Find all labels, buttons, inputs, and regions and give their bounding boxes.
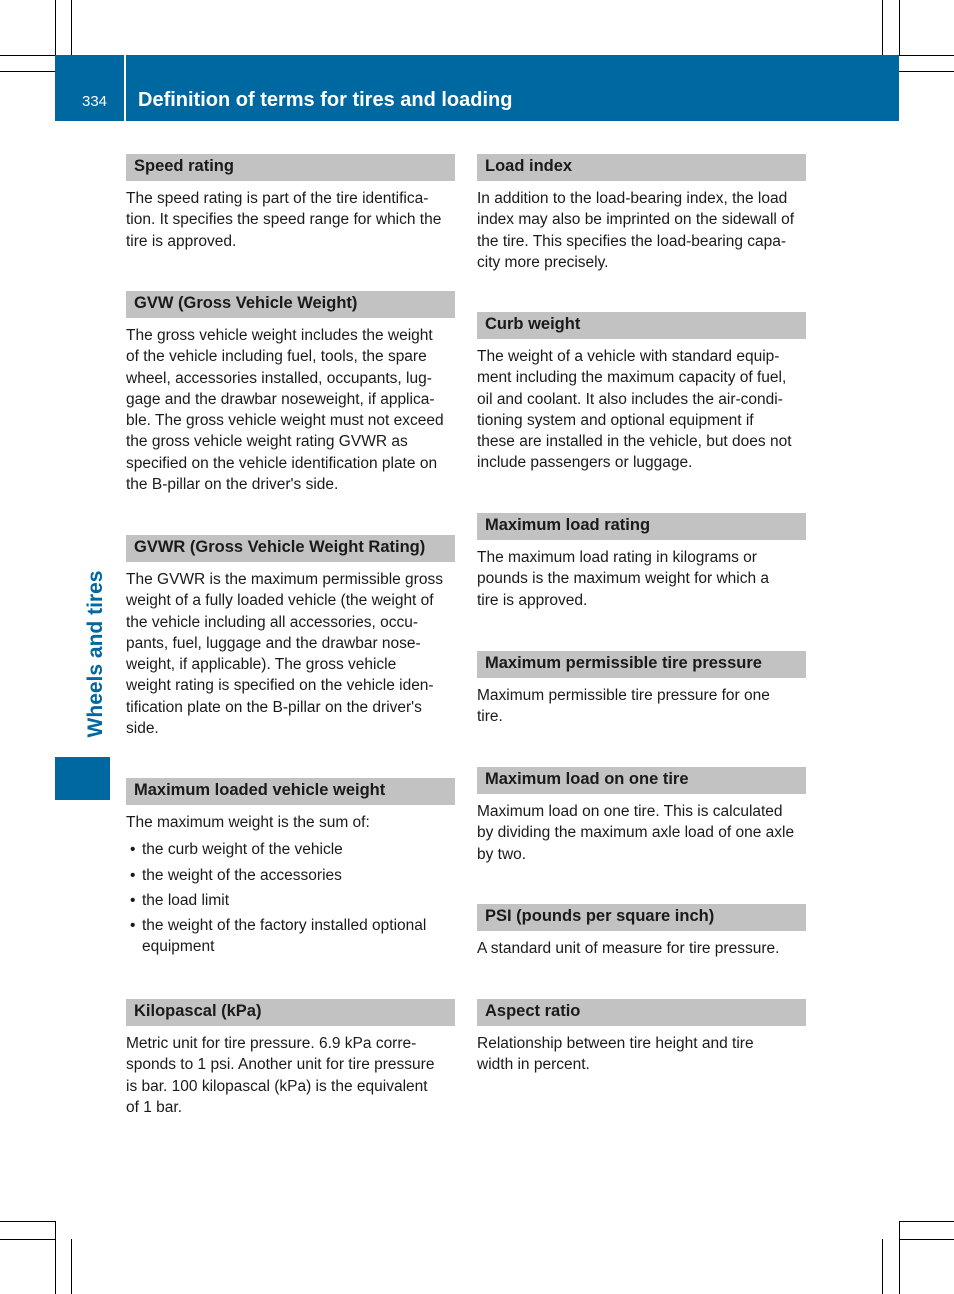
crop-mark: [0, 55, 55, 56]
section-heading: GVW (Gross Vehicle Weight): [126, 291, 455, 318]
section-text: A standard unit of measure for tire pressure.: [477, 940, 780, 957]
crop-mark: [55, 1221, 56, 1294]
crop-mark: [0, 71, 55, 72]
section-heading: Maximum permissible tire pressure: [477, 651, 806, 678]
list-item-text: the weight of the accessories: [142, 866, 342, 884]
section-text: Metric unit for tire pressure. 6.9 kPa corre- sponds to 1 psi. Another unit for tire pressure is bar. 100 kilopascal (kPa) is the equivalent of 1 bar.: [126, 1035, 435, 1116]
list-item-text: the curb weight of the vehicle: [142, 841, 343, 859]
list-item-text: the weight of the factory installed optional equipment: [142, 917, 427, 956]
section-text: The maximum weight is the sum of:: [126, 814, 370, 831]
section-text: The weight of a vehicle with standard equip- ment including the maximum capacity of fuel, oil and coolant. It also includes the air-condi- tioning system and optional equipment if these are installed in the vehicle, but does not include passengers or luggage.: [477, 348, 792, 472]
chapter-tab: [55, 757, 110, 800]
crop-mark: [0, 1221, 55, 1222]
crop-mark: [899, 71, 954, 72]
page-number: 334: [82, 93, 108, 110]
section-text: The gross vehicle weight includes the weight of the vehicle including fuel, tools, the spare wheel, accessories installed, occupants, lug- gage and the drawbar noseweight, if applica- ble. The gross vehicle weight must not exceed the gross vehicle weight rating GVWR as specified on the vehicle identification plate on the B-pillar on the driver's side.: [126, 327, 444, 494]
section-load-index: [477, 154, 806, 273]
crop-mark: [899, 0, 900, 55]
section-text: The GVWR is the maximum permissible gross weight of a fully loaded vehicle (the weight of the vehicle including all accessories, occu- pants, fuel, luggage and the drawbar nose- weight, if applicable). The gross vehicle weight rating is specified on the vehicle iden- tification plate on the B-pillar on the driver's side.: [126, 571, 443, 738]
section-text: Relationship between tire height and tire width in percent.: [477, 1035, 754, 1074]
section-heading: Maximum load rating: [477, 513, 806, 540]
list-item: • the weight of the factory installed optional equipment: [130, 917, 427, 956]
section-heading: Speed rating: [126, 154, 455, 181]
section-heading: Kilopascal (kPa): [126, 999, 455, 1026]
crop-mark: [899, 55, 954, 56]
section-kilopascal: [126, 999, 455, 1118]
section-heading: PSI (pounds per square inch): [477, 904, 806, 931]
section-text: Maximum permissible tire pressure for one tire.: [477, 687, 770, 726]
crop-mark: [899, 1221, 954, 1222]
bullet-list: [126, 839, 455, 957]
section-max-load-rating: [477, 513, 806, 611]
chapter-label: Wheels and tires: [84, 570, 107, 738]
section-heading: Maximum loaded vehicle weight: [126, 778, 455, 805]
list-item-text: the load limit: [142, 891, 230, 909]
section-psi: [477, 904, 806, 959]
section-text: The maximum load rating in kilograms or pounds is the maximum weight for which a tire is approved.: [477, 549, 770, 609]
section-text: In addition to the load-bearing index, the load index may also be imprinted on the sidewall of the tire. This specifies the load-bearing capa- city more precisely.: [477, 190, 795, 271]
crop-mark: [899, 1239, 954, 1240]
list-item: • the weight of the accessories: [130, 866, 342, 884]
section-max-loaded-weight: [126, 778, 455, 962]
crop-mark: [55, 0, 56, 55]
section-curb-weight: [477, 312, 806, 474]
crop-mark: [882, 0, 883, 55]
crop-mark: [882, 1239, 883, 1294]
section-heading: Aspect ratio: [477, 999, 806, 1026]
list-item: • the curb weight of the vehicle: [130, 841, 343, 859]
page-title: Definition of terms for tires and loading: [138, 89, 513, 111]
section-speed-rating: [126, 154, 455, 252]
section-heading: Curb weight: [477, 312, 806, 339]
section-aspect-ratio: [477, 999, 806, 1076]
section-text: The speed rating is part of the tire identifica- tion. It specifies the speed range for which the tire is approved.: [126, 190, 442, 250]
section-max-tire-pressure: [477, 651, 806, 728]
section-text: Maximum load on one tire. This is calculated by dividing the maximum axle load of one axle by two.: [477, 803, 795, 863]
crop-mark: [0, 1239, 55, 1240]
section-gvwr: [126, 535, 455, 739]
section-max-load-one-tire: [477, 767, 806, 865]
crop-mark: [71, 1239, 72, 1294]
list-item: • the load limit: [130, 891, 230, 909]
section-heading: GVWR (Gross Vehicle Weight Rating): [126, 535, 455, 562]
section-heading: Maximum load on one tire: [477, 767, 806, 794]
header-divider: [124, 55, 126, 121]
crop-mark: [899, 1221, 900, 1294]
section-heading: Load index: [477, 154, 806, 181]
section-gvw: [126, 291, 455, 495]
crop-mark: [71, 0, 72, 55]
